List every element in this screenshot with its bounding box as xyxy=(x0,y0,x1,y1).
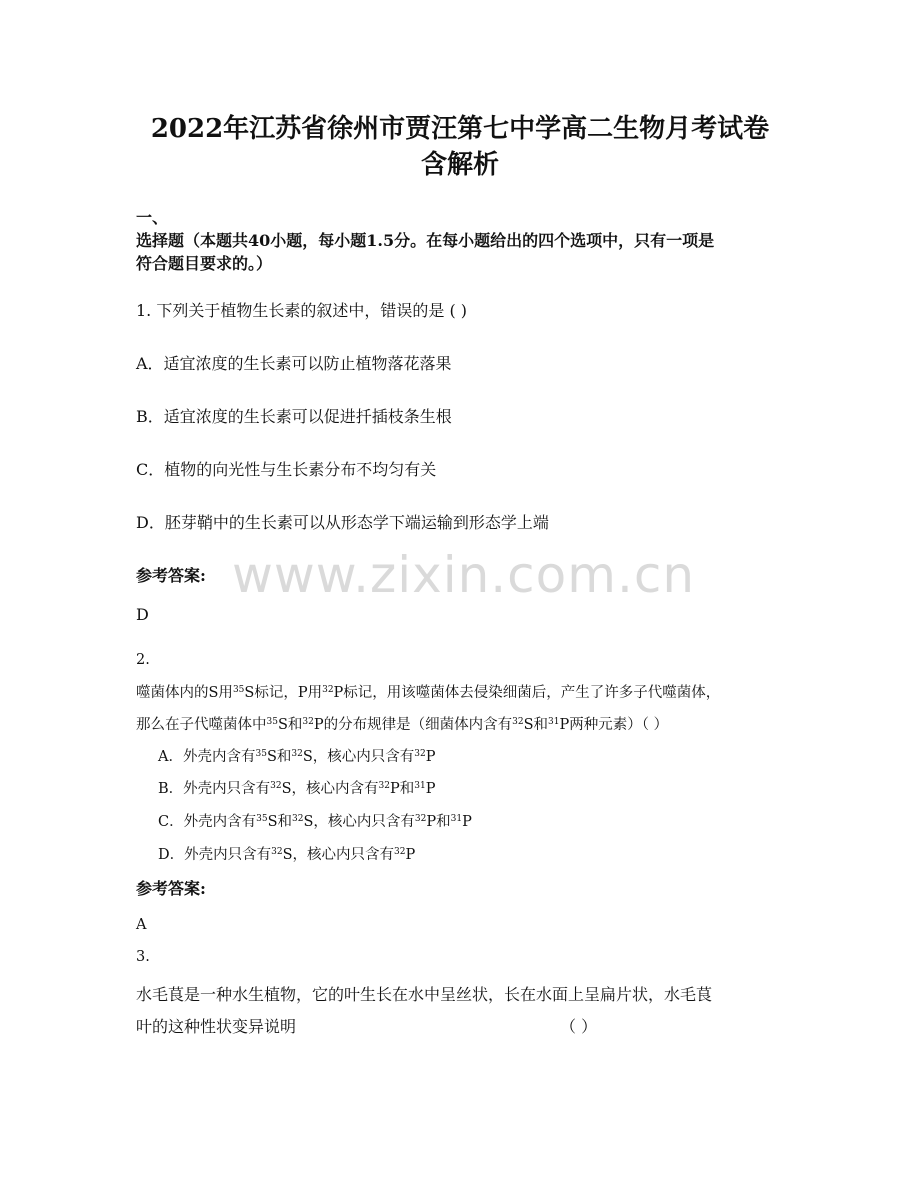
section-number: 一、 xyxy=(136,208,169,227)
question-2-stem-line2: 那么在子代噬菌体中$^{35}$S和$^{32}$P的分布规律是（细菌体内含有$^{32}$S和$^{31}$P两种元素）（ ） xyxy=(136,717,669,733)
question-1-option-b: B．适宜浓度的生长素可以促进扦插枝条生根 xyxy=(136,407,452,426)
question-3-stem-line2: 叶的这种性状变异说明 xyxy=(136,1017,297,1036)
question-2-answer: A xyxy=(136,917,147,933)
question-2-option-d: D．外壳内只含有$^{32}$S，核心内只含有$^{32}$P xyxy=(158,847,416,863)
question-1-stem: 1. 下列关于植物生长素的叙述中，错误的是 ( ) xyxy=(136,301,468,320)
question-2-option-c: C．外壳内含有$^{35}$S和$^{32}$S，核心内只含有$^{32}$P和$^{31}$P xyxy=(158,814,472,830)
question-1-option-a: A．适宜浓度的生长素可以防止植物落花落果 xyxy=(136,354,452,373)
question-3-answer-blank: （ ） xyxy=(560,1017,598,1036)
question-2-option-b: B．外壳内只含有$^{32}$S，核心内含有$^{32}$P和$^{31}$P xyxy=(158,781,436,797)
question-2-number: 2. xyxy=(136,652,150,668)
question-2-option-a: A．外壳内含有$^{35}$S和$^{32}$S，核心内只含有$^{32}$P xyxy=(158,749,436,765)
document-title-line1: 2022年江苏省徐州市贾汪第七中学高二生物月考试卷 xyxy=(150,114,770,144)
section-heading-line1: 选择题（本题共40小题，每小题1.5分。在每小题给出的四个选项中，只有一项是 xyxy=(136,231,715,250)
section-heading-line2: 符合题目要求的。） xyxy=(136,254,273,273)
answer-label-2: 参考答案: xyxy=(136,879,206,898)
question-2-stem-line1: 噬菌体内的S用$^{35}$S标记，P用$^{32}$P标记，用该噬菌体去侵染细菌后，产生了许多子代噬菌体， xyxy=(136,685,721,701)
question-3-number: 3. xyxy=(136,949,150,965)
document-title-line2: 含解析 xyxy=(420,150,499,180)
question-1-answer: D xyxy=(136,605,149,624)
question-1-option-d: D．胚芽鞘中的生长素可以从形态学下端运输到形态学上端 xyxy=(136,513,549,532)
question-1-option-c: C．植物的向光性与生长素分布不均匀有关 xyxy=(136,460,437,479)
question-3-stem-line1: 水毛茛是一种水生植物，它的叶生长在水中呈丝状，长在水面上呈扁片状，水毛茛 xyxy=(136,985,713,1004)
answer-label-1: 参考答案: xyxy=(136,566,206,585)
watermark: www.zixin.com.cn xyxy=(232,546,696,604)
